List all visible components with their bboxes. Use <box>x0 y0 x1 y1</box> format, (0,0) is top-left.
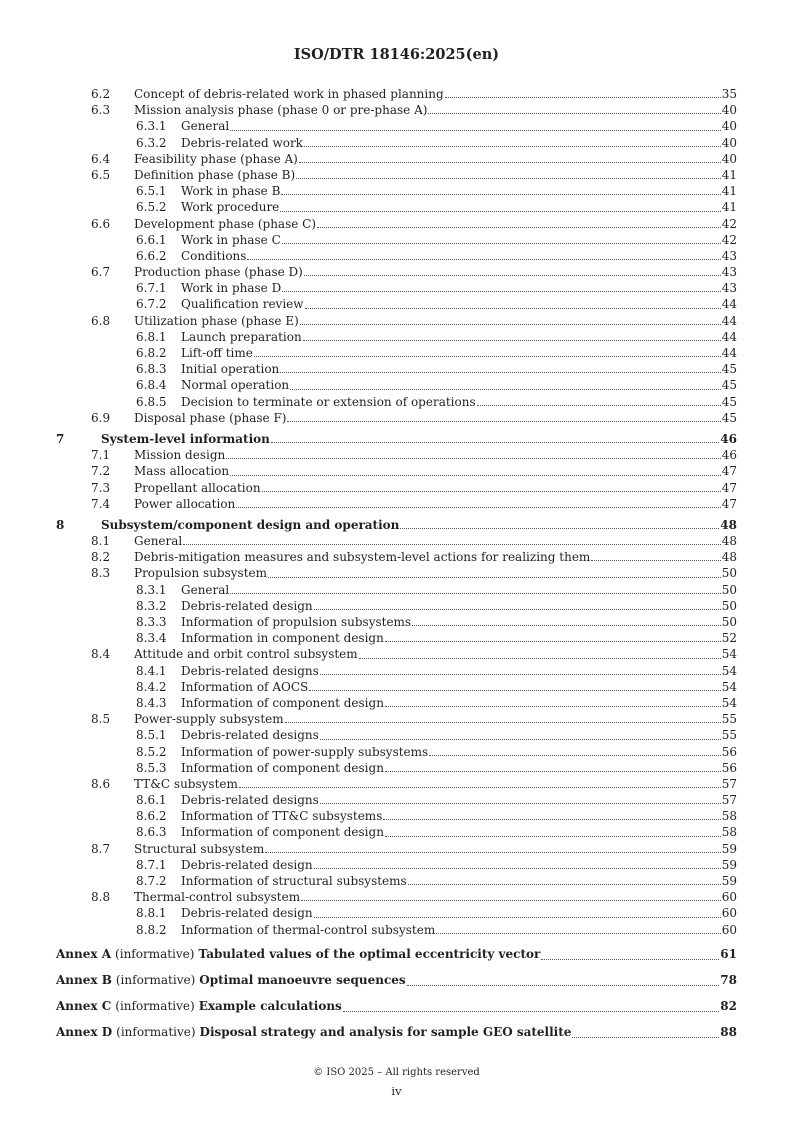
toc-entry-number: 8.6.2 <box>136 809 167 824</box>
toc-entry-title[interactable]: Development phase (phase C) <box>134 216 317 231</box>
toc-entry[interactable] <box>56 792 737 808</box>
toc-entry-page[interactable]: 50 <box>721 582 737 597</box>
toc-entry-page[interactable]: 59 <box>721 874 737 888</box>
toc-entry-page[interactable]: 59 <box>721 841 737 856</box>
annex-page[interactable]: 78 <box>720 972 737 987</box>
toc-entry-number: 8.8.2 <box>136 922 167 937</box>
dot-leader <box>385 771 721 772</box>
toc-entry-page[interactable]: 42 <box>721 216 737 231</box>
toc-entry-title[interactable]: Debris-mitigation measures and subsystem-level actions for realizing them <box>134 550 591 565</box>
toc-entry-number: 6.8.1 <box>136 329 167 344</box>
toc-entry[interactable] <box>56 533 737 549</box>
toc-entry-title[interactable]: Launch preparation <box>181 329 302 344</box>
toc-entry-title[interactable]: System-level information <box>101 431 270 446</box>
toc-entry[interactable] <box>56 135 737 151</box>
toc-entry-title[interactable]: Mission design <box>134 448 226 463</box>
toc-entry-title[interactable]: General <box>181 119 230 134</box>
dot-leader <box>183 544 720 545</box>
toc-entry-title[interactable]: Debris-related designs <box>181 663 319 678</box>
toc-entry[interactable] <box>56 361 737 377</box>
annex-kind: (informative) <box>116 1024 196 1039</box>
dot-leader <box>408 884 721 885</box>
dot-leader <box>287 421 720 422</box>
toc-entry-page[interactable]: 56 <box>721 744 737 759</box>
toc-entry-number: 6.5.2 <box>136 200 167 215</box>
toc-entry-page[interactable]: 46 <box>721 448 737 463</box>
toc-entry-page[interactable]: 59 <box>721 857 737 872</box>
toc-entry-number: 8.8.1 <box>136 906 167 921</box>
toc-entry-number: 7.4 <box>91 496 111 511</box>
toc-entry-page[interactable]: 57 <box>721 776 737 791</box>
toc-entry-page[interactable]: 52 <box>721 631 737 646</box>
toc-entry-page[interactable]: 45 <box>721 394 737 409</box>
dot-leader <box>230 475 721 476</box>
toc-entry-number: 6.5.1 <box>136 184 167 199</box>
toc-entry-title[interactable]: Work in phase C <box>181 232 281 247</box>
toc-entry[interactable] <box>56 905 737 921</box>
toc-entry-number: 8.5.1 <box>136 728 167 743</box>
toc-entry-number: 8.7.1 <box>136 857 167 872</box>
toc-entry-page[interactable]: 48 <box>720 517 737 532</box>
toc-entry-number: 8.4 <box>91 647 111 662</box>
toc-entry-title[interactable]: Concept of debris-related work in phased planning <box>134 87 444 101</box>
toc-entry-page[interactable]: 44 <box>721 329 737 344</box>
toc-entry[interactable] <box>56 695 737 711</box>
toc-entry-number: 6.4 <box>91 151 111 166</box>
toc-entry-number: 8.4.1 <box>136 663 167 678</box>
dot-leader <box>541 959 719 960</box>
dot-leader <box>300 324 721 325</box>
toc-entry-title[interactable]: Information of component design <box>181 695 384 710</box>
toc-entry-page[interactable]: 58 <box>721 809 737 824</box>
toc-entry[interactable] <box>56 345 737 361</box>
dot-leader <box>301 900 721 901</box>
dot-leader <box>268 577 721 578</box>
dot-leader <box>320 803 721 804</box>
toc-entry-page[interactable]: 44 <box>721 313 737 328</box>
toc-entry-title[interactable]: TT&C subsystem <box>134 776 238 791</box>
toc-entry-page[interactable]: 60 <box>721 906 737 921</box>
toc-entry-page[interactable]: 45 <box>721 410 737 425</box>
toc-entry-number: 6.3.2 <box>136 135 167 150</box>
toc-entry-page[interactable]: 60 <box>721 922 737 937</box>
toc-entry-number: 6.3 <box>91 103 111 118</box>
dot-leader <box>281 194 720 195</box>
toc-entry-title[interactable]: Information of power-supply subsystems <box>181 744 429 759</box>
dot-leader <box>285 722 721 723</box>
toc-entry-title[interactable]: Information of propulsion subsystems <box>181 615 412 629</box>
toc-entry-title[interactable]: Work in phase B <box>181 184 281 199</box>
toc-entry-page[interactable]: 40 <box>721 119 737 134</box>
annex-label: Annex B <box>56 972 112 987</box>
toc-entry-title[interactable]: Mission analysis phase (phase 0 or pre-phase A) <box>134 103 428 118</box>
toc-entry-number: 6.8.2 <box>136 346 167 360</box>
toc-entry-page[interactable]: 50 <box>721 598 737 613</box>
toc-entry[interactable] <box>56 313 737 329</box>
annex-page[interactable]: 88 <box>720 1024 737 1039</box>
dot-leader <box>309 690 721 691</box>
toc-entry-title[interactable]: Conditions <box>181 248 247 263</box>
annex-title[interactable]: Example calculations <box>198 998 342 1013</box>
dot-leader <box>320 739 721 740</box>
dot-leader <box>385 836 721 837</box>
toc-entry[interactable] <box>56 232 737 248</box>
dot-leader <box>230 593 720 594</box>
toc-entry-number: 7.1 <box>91 448 111 463</box>
copyright-footer: © ISO 2025 – All rights reserved <box>313 1067 480 1078</box>
toc-entry[interactable] <box>56 808 737 824</box>
toc-entry-number: 8.6.1 <box>136 793 167 808</box>
toc-entry-page[interactable]: 57 <box>721 793 737 808</box>
annex-label: Annex C <box>56 998 112 1013</box>
toc-entry[interactable] <box>56 517 737 533</box>
dot-leader <box>428 113 720 114</box>
dot-leader <box>226 458 720 459</box>
toc-entry-title[interactable]: Information in component design <box>181 631 384 646</box>
toc-entry[interactable] <box>56 646 737 662</box>
dot-leader <box>265 852 720 853</box>
dot-leader <box>254 356 721 357</box>
toc-entry-number: 8.3.4 <box>136 631 167 646</box>
toc-entry-title[interactable]: Structural subsystem <box>134 841 265 856</box>
toc-entry-title[interactable]: Work procedure <box>181 200 280 215</box>
dot-leader <box>282 291 721 292</box>
toc-entry[interactable] <box>56 565 737 581</box>
dot-leader <box>359 658 721 659</box>
toc-entry-number: 8 <box>56 517 65 532</box>
toc-entry-title[interactable]: Power allocation <box>134 496 236 511</box>
toc-entry-title[interactable]: Information of AOCS <box>181 679 309 694</box>
toc-entry-title[interactable]: Debris-related design <box>181 857 313 872</box>
toc-annex-entry[interactable] <box>56 1022 737 1042</box>
toc-entry-title[interactable]: Qualification review <box>181 297 304 312</box>
toc-entry-title[interactable]: General <box>181 582 230 597</box>
toc-entry-page[interactable]: 42 <box>721 232 737 247</box>
toc-entry[interactable] <box>56 727 737 743</box>
toc-entry[interactable] <box>56 841 737 857</box>
toc-entry[interactable] <box>56 431 737 447</box>
dot-leader <box>407 985 720 986</box>
dot-leader <box>280 372 720 373</box>
toc-entry-number: 8.4.2 <box>136 679 167 694</box>
toc-entry-number: 6.8.3 <box>136 362 167 377</box>
annex-page[interactable]: 82 <box>720 998 737 1013</box>
dot-leader <box>445 97 721 98</box>
toc-entry-page[interactable]: 58 <box>721 825 737 840</box>
toc-entry[interactable] <box>56 102 737 118</box>
dot-leader <box>314 917 721 918</box>
toc-entry-page[interactable]: 43 <box>721 248 737 263</box>
toc-entry-page[interactable]: 41 <box>721 200 737 215</box>
toc-entry[interactable] <box>56 216 737 232</box>
page-number: iv <box>391 1084 402 1098</box>
toc-entry-number: 6.6.2 <box>136 248 167 263</box>
dot-leader <box>314 868 721 869</box>
annex-kind: (informative) <box>115 998 195 1013</box>
toc-entry-number: 8.5 <box>91 712 111 727</box>
toc-entry-title[interactable]: Work in phase D <box>181 281 282 296</box>
annex-title[interactable]: Optimal manoeuvre sequences <box>199 972 406 987</box>
toc-entry[interactable] <box>56 183 737 199</box>
toc-entry-title[interactable]: Utilization phase (phase E) <box>134 313 299 328</box>
toc-entry-title[interactable]: Information of component design <box>181 825 384 840</box>
toc-entry-number: 6.2 <box>91 87 111 101</box>
toc-entry-title[interactable]: Debris-related designs <box>181 793 319 808</box>
toc-entry-title[interactable]: General <box>134 534 183 549</box>
toc-entry[interactable] <box>56 280 737 296</box>
toc-entry-title[interactable]: Information of component design <box>181 760 384 775</box>
toc-entry-title[interactable]: Information of thermal-control subsystem <box>181 922 436 937</box>
toc-entry-page[interactable]: 45 <box>721 362 737 377</box>
toc-entry[interactable] <box>56 86 737 102</box>
toc-annex-entry[interactable] <box>56 944 737 964</box>
toc-entry-title[interactable]: Propellant allocation <box>134 480 261 495</box>
toc-entry[interactable] <box>56 711 737 727</box>
dot-leader <box>317 227 721 228</box>
toc-entry-page[interactable]: 48 <box>721 550 737 565</box>
toc-entry-number: 8.6 <box>91 776 111 791</box>
annex-title[interactable]: Disposal strategy and analysis for sample GEO satellite <box>199 1024 572 1039</box>
toc-entry-number: 6.6.1 <box>136 232 167 247</box>
toc-entry-page[interactable]: 54 <box>721 679 737 694</box>
toc-entry-number: 8.5.2 <box>136 744 167 759</box>
toc-entry[interactable] <box>56 329 737 345</box>
dot-leader <box>591 560 720 561</box>
toc-entry-number: 8.3.2 <box>136 598 167 613</box>
dot-leader <box>239 787 721 788</box>
toc-entry-title[interactable]: Initial operation <box>181 362 280 377</box>
dot-leader <box>436 933 721 934</box>
toc-entry[interactable] <box>56 199 737 215</box>
toc-entry[interactable] <box>56 118 737 134</box>
toc-entry-page[interactable]: 46 <box>720 431 737 446</box>
annex-kind: (informative) <box>115 972 196 987</box>
dot-leader <box>230 130 720 131</box>
toc-entry-title[interactable]: Subsystem/component design and operation <box>101 517 400 532</box>
toc-entry-number: 6.9 <box>91 410 111 425</box>
toc-entry-title[interactable]: Normal operation <box>181 378 290 393</box>
dot-leader <box>304 146 721 147</box>
toc-entry-number: 6.8.4 <box>136 378 167 393</box>
toc-entry-page[interactable]: 43 <box>721 265 737 280</box>
toc-entry[interactable] <box>56 760 737 776</box>
dot-leader <box>303 340 721 341</box>
toc-entry-number: 6.3.1 <box>136 119 167 134</box>
toc-entry-title[interactable]: Feasibility phase (phase A) <box>134 151 298 166</box>
toc-entry-page[interactable]: 40 <box>721 151 737 166</box>
toc-entry-number: 7.3 <box>91 480 111 495</box>
toc-entry-page[interactable]: 47 <box>721 480 737 495</box>
dot-leader <box>383 819 720 820</box>
toc-entry-page[interactable]: 47 <box>721 496 737 511</box>
dot-leader <box>343 1011 719 1012</box>
toc-entry-number: 8.4.3 <box>136 695 167 710</box>
toc-entry-title[interactable]: Mass allocation <box>134 464 230 479</box>
toc-entry-page[interactable]: 44 <box>721 346 737 360</box>
dot-leader <box>299 162 721 163</box>
toc-entry[interactable] <box>56 873 737 889</box>
toc-annex-entry[interactable] <box>56 970 737 990</box>
toc-entry[interactable] <box>56 922 737 938</box>
toc-entry-number: 8.1 <box>91 534 111 549</box>
toc-entry-page[interactable]: 56 <box>721 760 737 775</box>
toc-entry[interactable] <box>56 463 737 479</box>
toc-entry-title[interactable]: Disposal phase (phase F) <box>134 410 287 425</box>
toc-entry-page[interactable]: 40 <box>721 135 737 150</box>
toc-entry-number: 8.6.3 <box>136 825 167 840</box>
toc-entry-number: 8.5.3 <box>136 760 167 775</box>
toc-entry[interactable] <box>56 167 737 183</box>
toc-entry-page[interactable]: 45 <box>721 378 737 393</box>
toc-entry[interactable] <box>56 394 737 410</box>
toc-entry-number: 6.7 <box>91 265 111 280</box>
dot-leader <box>271 442 719 443</box>
toc-entry[interactable] <box>56 598 737 614</box>
dot-leader <box>296 178 721 179</box>
dot-leader <box>477 405 721 406</box>
annex-label: Annex A <box>56 946 112 961</box>
toc-entry-number: 6.7.1 <box>136 281 167 296</box>
toc-entry-title[interactable]: Propulsion subsystem <box>134 566 268 581</box>
dot-leader <box>282 243 721 244</box>
toc-entry-title[interactable]: Power-supply subsystem <box>134 712 284 727</box>
toc-entry-title[interactable]: Attitude and orbit control subsystem <box>134 647 358 662</box>
toc-entry-title[interactable]: Debris-related design <box>181 906 313 921</box>
toc-entry[interactable] <box>56 744 737 760</box>
toc-entry-page[interactable]: 50 <box>721 615 737 629</box>
dot-leader <box>429 755 721 756</box>
toc-entry-page[interactable]: 54 <box>721 695 737 710</box>
toc-entry-title[interactable]: Thermal-control subsystem <box>134 890 301 905</box>
dot-leader <box>385 706 721 707</box>
toc-entry-page[interactable]: 40 <box>721 103 737 118</box>
toc-annex-entry[interactable] <box>56 996 737 1016</box>
toc-entry[interactable] <box>56 582 737 598</box>
annex-kind: (informative) <box>115 946 195 961</box>
toc-entry[interactable] <box>56 296 737 312</box>
toc-entry-title[interactable]: Information of TT&C subsystems <box>181 809 383 824</box>
dot-leader <box>385 641 721 642</box>
toc-entry-page[interactable]: 41 <box>721 167 737 182</box>
toc-entry-number: 8.3.3 <box>136 615 167 629</box>
annex-page[interactable]: 61 <box>720 946 737 961</box>
toc-entry-number: 6.7.2 <box>136 297 167 312</box>
dot-leader <box>400 528 719 529</box>
toc-entry[interactable] <box>56 377 737 393</box>
dot-leader <box>236 507 720 508</box>
toc-entry-page[interactable]: 54 <box>721 647 737 662</box>
toc-entry[interactable] <box>56 630 737 646</box>
dot-leader <box>290 389 721 390</box>
toc-entry[interactable] <box>56 248 737 264</box>
toc-entry-title[interactable]: Production phase (phase D) <box>134 265 303 280</box>
table-of-contents <box>56 86 737 1042</box>
toc-entry[interactable] <box>56 776 737 792</box>
toc-entry-page[interactable]: 47 <box>721 464 737 479</box>
toc-entry[interactable] <box>56 614 737 630</box>
toc-entry-title[interactable]: Information of structural subsystems <box>181 874 407 888</box>
toc-entry-page[interactable]: 48 <box>721 534 737 549</box>
dot-leader <box>314 609 721 610</box>
dot-leader <box>412 625 721 626</box>
toc-entry-page[interactable]: 55 <box>721 728 737 743</box>
toc-entry-title[interactable]: Definition phase (phase B) <box>134 167 296 182</box>
toc-entry-number: 8.3.1 <box>136 582 167 597</box>
toc-entry-page[interactable]: 35 <box>721 87 737 101</box>
toc-entry[interactable] <box>56 549 737 565</box>
toc-entry[interactable] <box>56 410 737 426</box>
dot-leader <box>262 491 721 492</box>
toc-entry-page[interactable]: 55 <box>721 712 737 727</box>
document-header: ISO/DTR 18146:2025(en) <box>293 46 500 63</box>
dot-leader <box>320 674 721 675</box>
toc-entry[interactable] <box>56 151 737 167</box>
toc-entry[interactable] <box>56 824 737 840</box>
toc-entry-number: 6.5 <box>91 167 111 182</box>
annex-label: Annex D <box>56 1024 113 1039</box>
toc-entry-page[interactable]: 44 <box>721 297 737 312</box>
toc-entry-title[interactable]: Debris-related designs <box>181 728 319 743</box>
toc-entry-page[interactable]: 54 <box>721 663 737 678</box>
dot-leader <box>247 259 720 260</box>
dot-leader <box>280 211 720 212</box>
toc-entry-page[interactable]: 43 <box>721 281 737 296</box>
toc-entry-number: 8.7 <box>91 841 111 856</box>
toc-entry-number: 6.8.5 <box>136 394 167 409</box>
toc-entry-number: 8.7.2 <box>136 874 167 888</box>
dot-leader <box>304 275 721 276</box>
annex-title[interactable]: Tabulated values of the optimal eccentricity vector <box>198 946 541 961</box>
dot-leader <box>572 1037 719 1038</box>
toc-entry[interactable] <box>56 679 737 695</box>
toc-entry-number: 6.6 <box>91 216 111 231</box>
toc-entry[interactable] <box>56 889 737 905</box>
toc-entry-number: 8.8 <box>91 890 111 905</box>
toc-entry-title[interactable]: Lift-off time <box>181 346 253 360</box>
toc-entry[interactable] <box>56 264 737 280</box>
dot-leader <box>305 308 721 309</box>
toc-entry-title[interactable]: Debris-related work <box>181 135 303 150</box>
toc-entry-title[interactable]: Debris-related design <box>181 598 313 613</box>
toc-entry[interactable] <box>56 857 737 873</box>
toc-entry-number: 8.3 <box>91 566 111 581</box>
toc-entry-page[interactable]: 50 <box>721 566 737 581</box>
toc-entry-number: 6.8 <box>91 313 111 328</box>
toc-entry-page[interactable]: 41 <box>721 184 737 199</box>
toc-entry[interactable] <box>56 496 737 512</box>
toc-entry-number: 7.2 <box>91 464 111 479</box>
toc-entry-title[interactable]: Decision to terminate or extension of operations <box>181 394 476 409</box>
toc-entry[interactable] <box>56 663 737 679</box>
toc-entry[interactable] <box>56 447 737 463</box>
toc-entry-number: 8.2 <box>91 550 111 565</box>
toc-entry[interactable] <box>56 480 737 496</box>
toc-entry-page[interactable]: 60 <box>721 890 737 905</box>
toc-entry-number: 7 <box>56 431 65 446</box>
